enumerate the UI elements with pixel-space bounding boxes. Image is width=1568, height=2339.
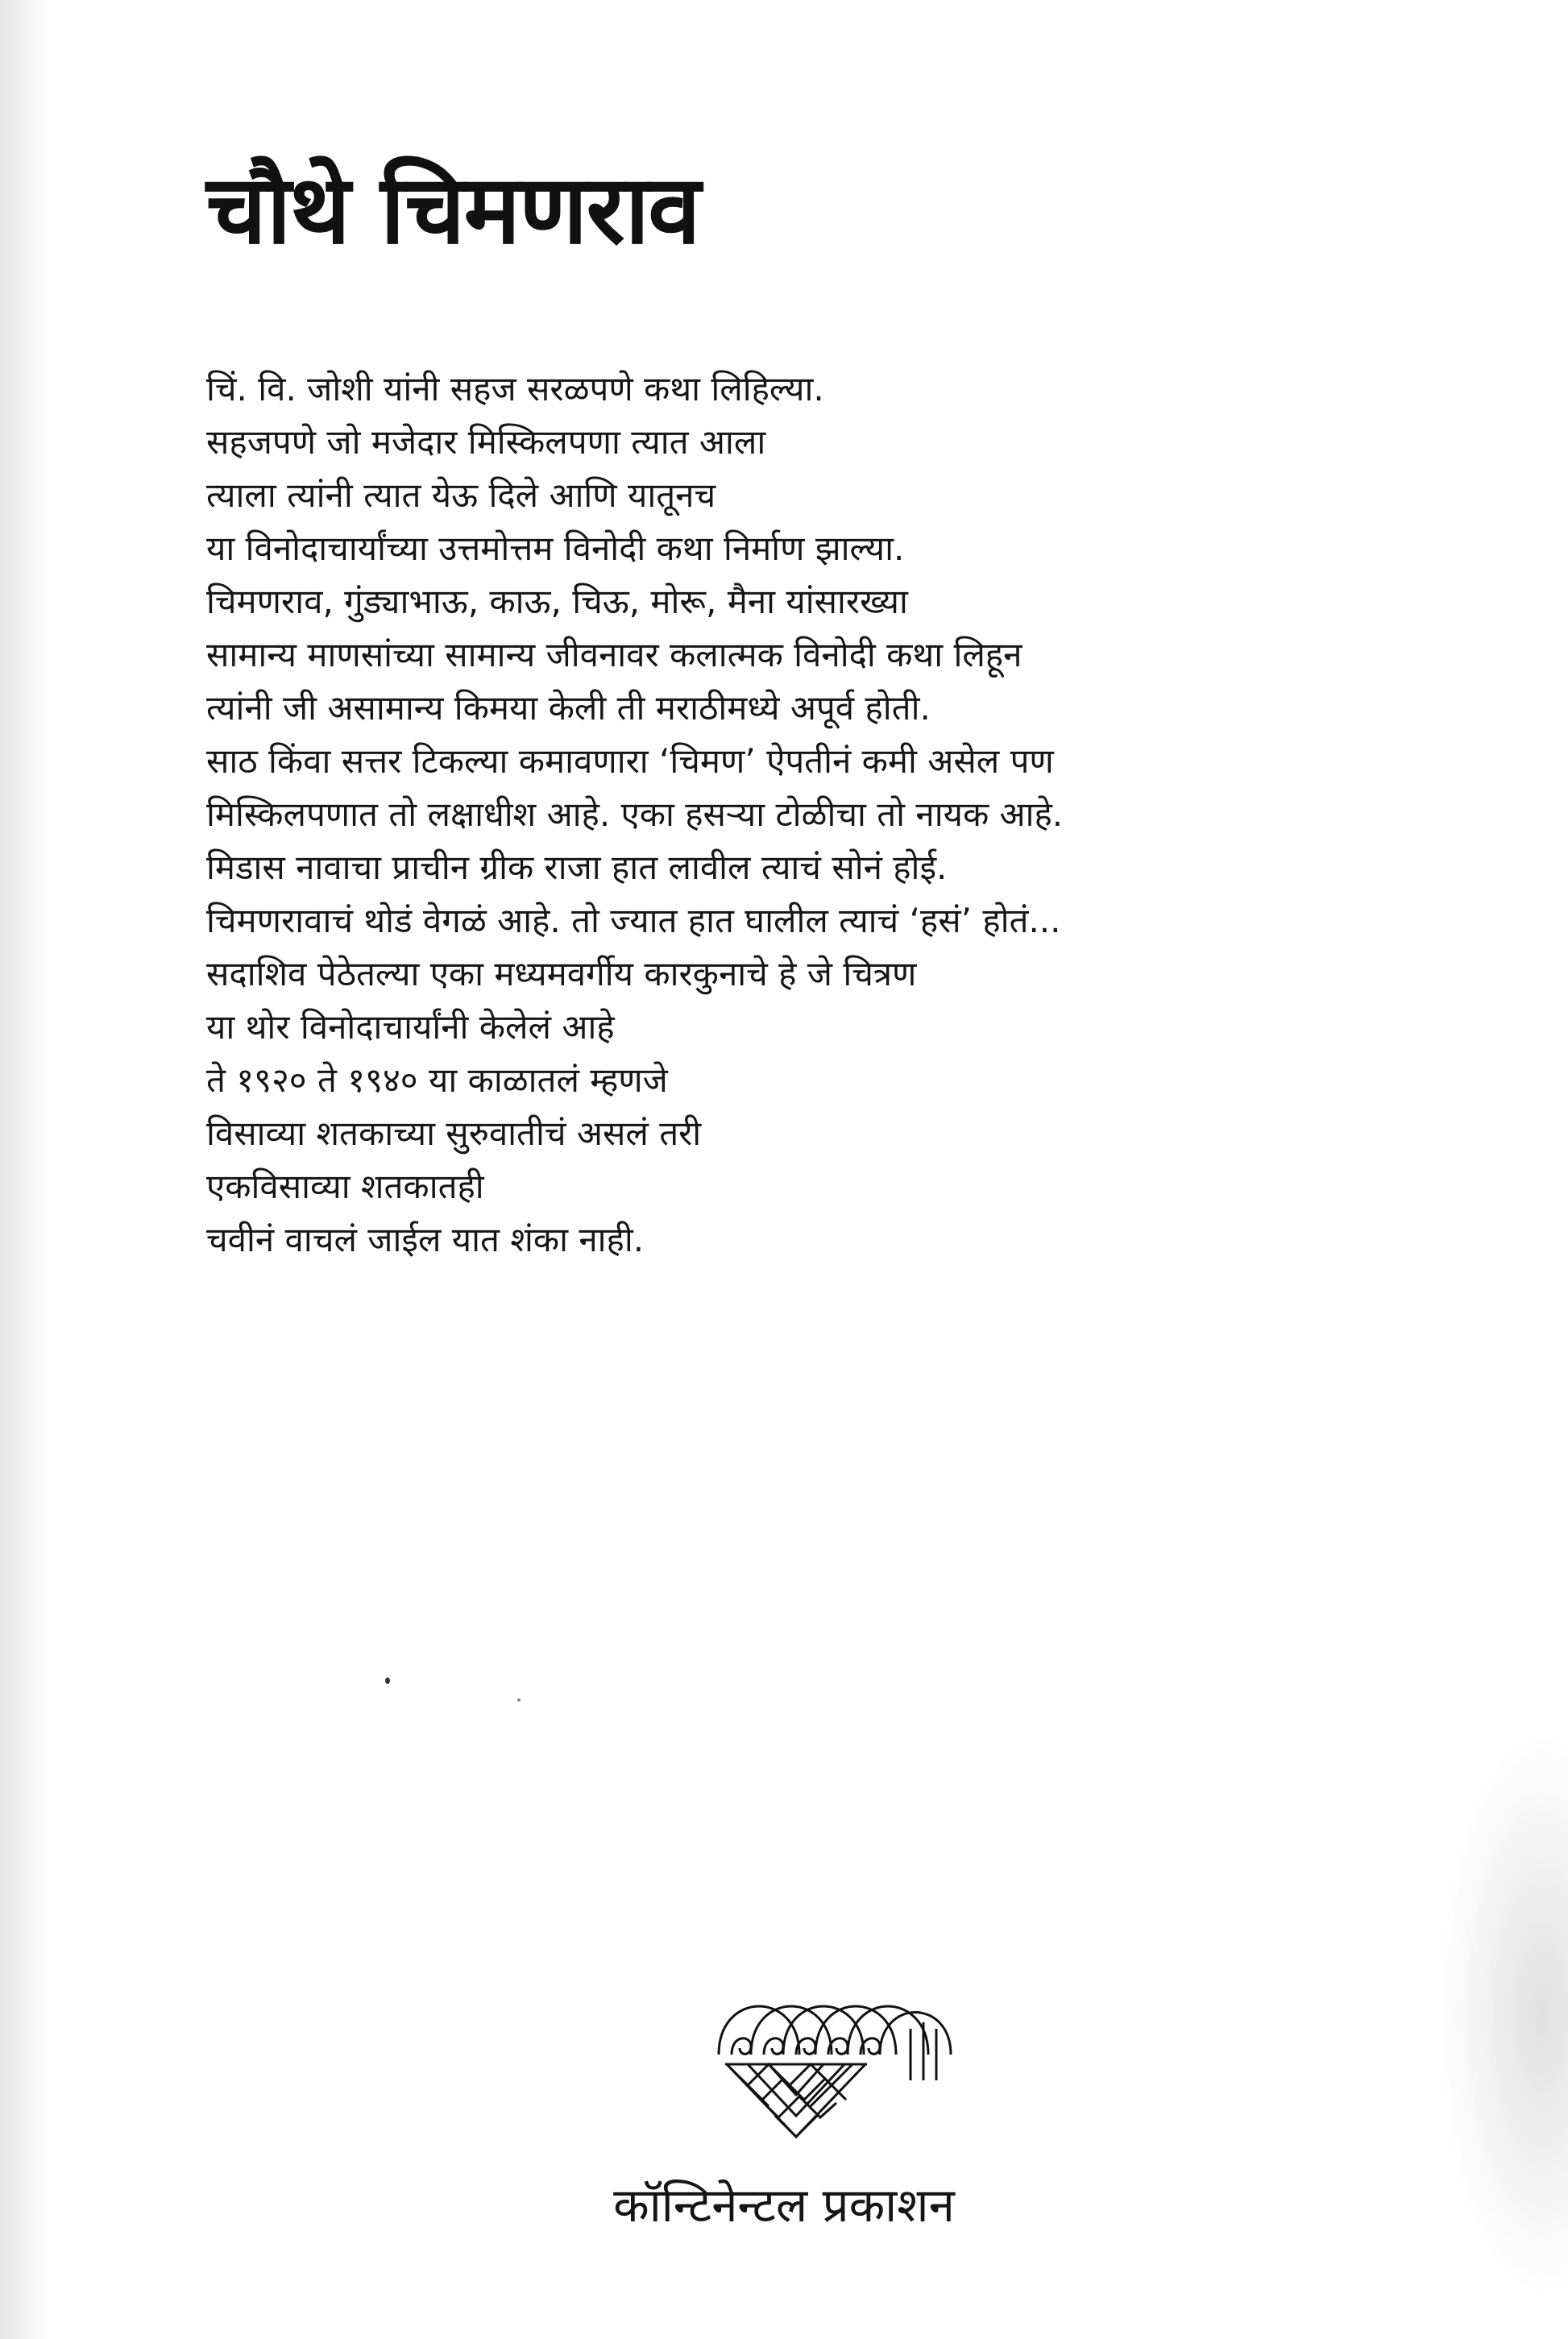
blurb-line: विसाव्या शतकाच्या सुरुवातीचं असलं तरी [206, 1114, 702, 1153]
scan-shading-left [0, 0, 48, 2339]
blurb-line: त्यांनी जी असामान्य किमया केली ती मराठीमध्ये अपूर्व होती. [206, 688, 931, 728]
blurb-line: चवीनं वाचलं जाईल यात शंका नाही. [206, 1220, 645, 1259]
blurb-line: सहजपणे जो मजेदार मिस्किलपणा त्यात आला [206, 422, 766, 462]
blurb-line: चिमणरावाचं थोडं वेगळं आहे. तो ज्यात हात घालील त्याचं ‘हसं’ होतं... [206, 901, 1061, 940]
blurb-line: चिं. वि. जोशी यांनी सहज सरळपणे कथा लिहिल्या. [206, 369, 824, 408]
blurb-line: सदाशिव पेठेतल्या एका मध्यमवर्गीय कारकुनाचे हे जे चित्रण [206, 954, 917, 993]
blurb-line: या विनोदाचार्यांच्या उत्तमोत्तम विनोदी कथा निर्माण झाल्या. [206, 529, 905, 568]
publisher-name: कॉन्टिनेन्टल प्रकाशन [613, 2178, 955, 2233]
blurb-line: ते १९२० ते १९४० या काळातलं म्हणजे [206, 1060, 668, 1100]
blurb-line: चिमणराव, गुंड्याभाऊ, काऊ, चिऊ, मोरू, मैना यांसारख्या [206, 582, 908, 621]
scan-speck [517, 1698, 521, 1702]
blurb-line: एकविसाव्या शतकातही [206, 1167, 484, 1206]
blurb-line: या थोर विनोदाचार्यांनी केलेलं आहे [206, 1007, 615, 1047]
blurb-line: साठ किंवा सत्तर टिकल्या कमावणारा ‘चिमण’ ऐपतीनं कमी असेल पण [206, 741, 1054, 781]
blurb-line: सामान्य माणसांच्या सामान्य जीवनावर कलात्मक विनोदी कथा लिहून [206, 635, 1023, 674]
blurb-line: त्याला त्यांनी त्यात येऊ दिले आणि यातूनच [206, 475, 716, 515]
blurb-line: मिडास नावाचा प्राचीन ग्रीक राजा हात लावील त्याचं सोनं होई. [206, 848, 948, 887]
blurb-line: मिस्किलपणात तो लक्षाधीश आहे. एका हसऱ्या टोळीचा तो नायक आहे. [206, 794, 1064, 834]
book-title: चौथे चिमणराव [206, 154, 699, 265]
scan-speck [385, 1678, 390, 1684]
blurb-paragraph [206, 363, 1463, 1267]
publisher-emblem-icon [709, 1966, 967, 2151]
